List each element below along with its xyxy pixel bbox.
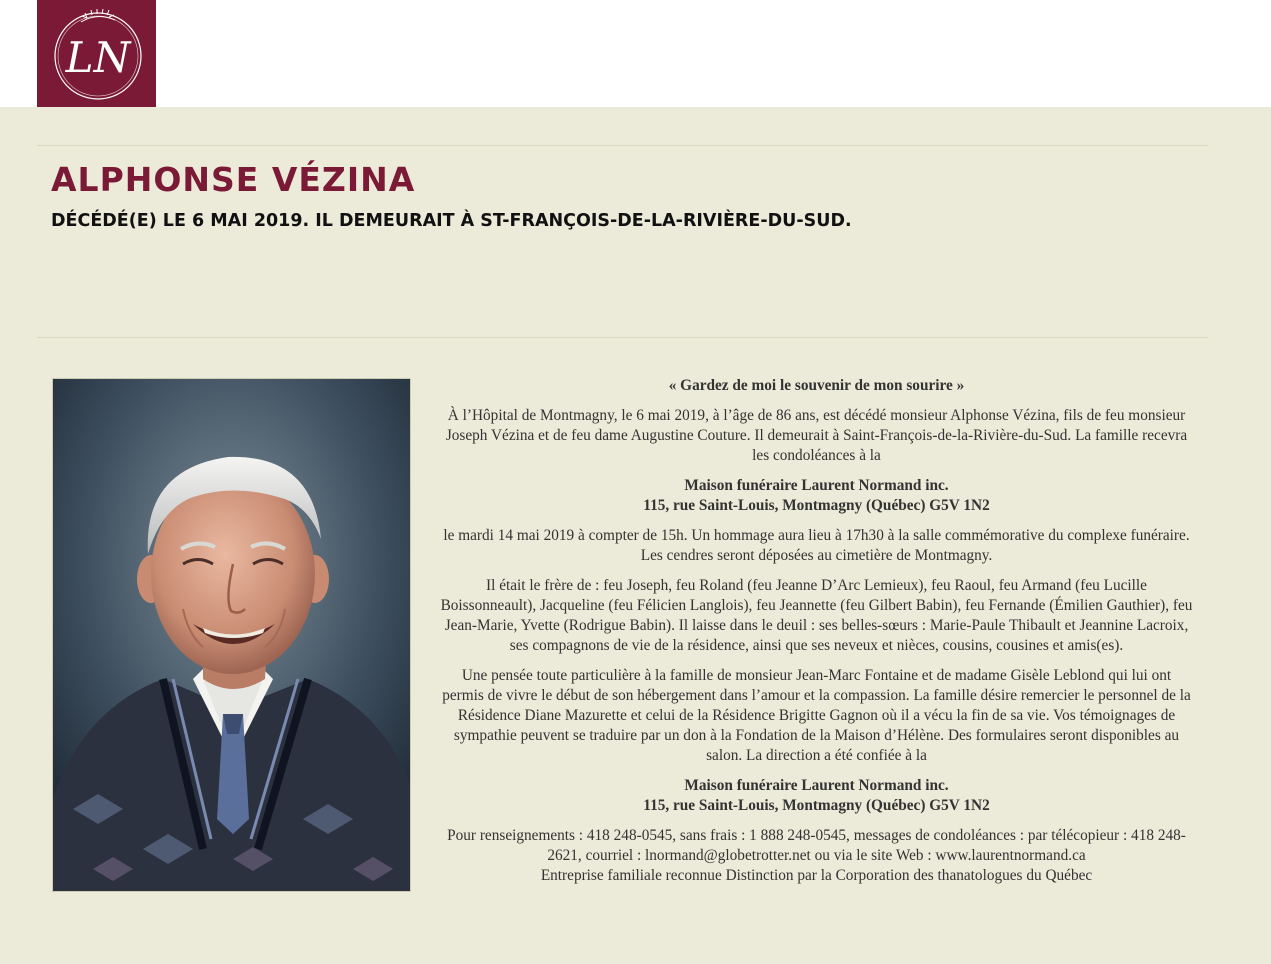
contact-information: Pour renseignements : 418 248-0545, sans frais : 1 888 248-0545, messages de condoléances : par télécopieur : 418 248-2621, courriel : lnormand@globetrotter.net ou via le site Web : www.laurentnormand.ca [447,827,1186,864]
deceased-name: ALPHONSE VÉZINA [51,160,416,199]
obituary-quote: « Gardez de moi le souvenir de mon sourire » [668,377,965,394]
funeral-home-name: Maison funéraire Laurent Normand inc. [684,477,949,494]
obituary-paragraph-death: À l’Hôpital de Montmagny, le 6 mai 2019, à l’âge de 86 ans, est décédé monsieur Alphonse Vézina, fils de feu monsieur Joseph Vézina et de feu dame Augustine Couture. Il demeurait à Saint-François-de-la-Rivière-du-Sud. La famille recevra les condoléances à la [445,407,1188,464]
death-summary: DÉCÉDÉ(E) LE 6 MAI 2019. IL DEMEURAIT À ST-FRANÇOIS-DE-LA-RIVIÈRE-DU-SUD. [51,211,852,231]
obituary-paragraph-visitation: le mardi 14 mai 2019 à compter de 15h. Un hommage aura lieu à 17h30 à la salle commémorative du complexe funéraire. Les cendres seront déposées au cimetière de Montmagny. [443,527,1190,564]
funeral-home-address: 115, rue Saint-Louis, Montmagny (Québec) G5V 1N2 [643,497,990,514]
site-logo-link[interactable] [37,0,156,107]
deceased-portrait [52,378,411,892]
obituary-text [440,376,1193,886]
obituary-paragraph-thanks: Une pensée toute particulière à la famille de monsieur Jean-Marc Fontaine et de madame Gisèle Leblond qui lui ont permis de vivre le début de son hébergement dans l’amour et la compassion. La famille désire remercier le personnel de la Résidence Diane Mazurette et celui de la Résidence Brigitte Gagnon où il a vécu la fin de sa vie. Vos témoignages de sympathie peuvent se traduire par un don à la Fondation de la Maison d’Hélène. Des formulaires seront disponibles au salon. La direction a été confiée à la [442,667,1191,764]
funeral-home-name-2: Maison funéraire Laurent Normand inc. [684,777,949,794]
portrait-image [53,379,411,892]
logo-monogram: LN [65,33,131,82]
funeral-home-address-2: 115, rue Saint-Louis, Montmagny (Québec) G5V 1N2 [643,797,990,814]
header-divider-top [37,145,1208,146]
header-divider-bottom [37,337,1208,338]
distinction-note: Entreprise familiale reconnue Distinction par la Corporation des thanatologues du Québec [540,867,1093,884]
obituary-paragraph-family: Il était le frère de : feu Joseph, feu Roland (feu Jeanne D’Arc Lemieux), feu Raoul, feu Armand (feu Lucille Boissonneault), Jacqueline (feu Félicien Langlois), feu Jeannette (feu Gilbert Babin), feu Fernande (Émilien Gauthier), feu Jean-Marie, Yvette (Rodrigue Babin). Il laisse dans le deuil : ses belles-sœurs : Marie-Paule Thibault et Jeannine Lacroix, ses compagnons de vie de la résidence, ainsi que ses neveux et nièces, cousins, cousines et amis(es). [440,577,1193,654]
laurent-normand-logo [37,0,156,107]
site-header [0,0,1271,107]
